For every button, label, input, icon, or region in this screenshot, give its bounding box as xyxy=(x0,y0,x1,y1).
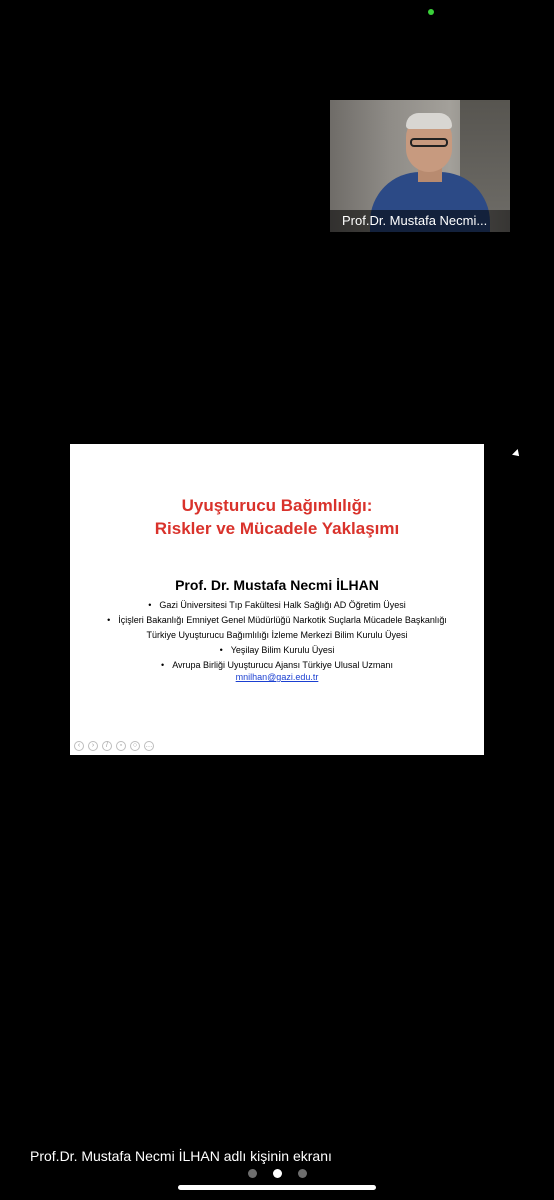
slide-toolbar xyxy=(74,741,154,751)
home-indicator[interactable] xyxy=(178,1185,376,1190)
page-dot[interactable] xyxy=(248,1169,257,1178)
slide-email-link[interactable]: mnilhan@gazi.edu.tr xyxy=(235,672,319,682)
affiliation-text: Avrupa Birliği Uyuşturucu Ajansı Türkiye Ulusal Uzmanı xyxy=(172,660,393,670)
page-dot[interactable] xyxy=(298,1169,307,1178)
participant-video-tile[interactable] xyxy=(330,100,510,232)
forward-icon[interactable]: › xyxy=(88,741,98,751)
affiliation-item xyxy=(70,613,484,628)
slide-author: Prof. Dr. Mustafa Necmi İLHAN xyxy=(175,577,379,593)
page-indicator[interactable] xyxy=(0,1169,554,1178)
back-icon[interactable]: ‹ xyxy=(74,741,84,751)
shared-screen-slide[interactable] xyxy=(70,444,484,755)
affiliation-text: Türkiye Uyuşturucu Bağımlılığı İzleme Merkezi Bilim Kurulu Üyesi xyxy=(146,630,408,640)
affiliation-item xyxy=(70,658,484,673)
slide-title xyxy=(70,494,484,540)
affiliation-text: Yeşilay Bilim Kurulu Üyesi xyxy=(230,645,335,655)
participant-name-label: Prof.Dr. Mustafa Necmi... xyxy=(330,210,510,232)
bullet: • xyxy=(148,600,152,610)
participant-hair xyxy=(406,113,452,129)
slide-title-line-1: Uyuşturucu Bağımlılığı: xyxy=(181,496,373,515)
bullet: • xyxy=(161,660,165,670)
more-icon[interactable]: … xyxy=(145,742,153,749)
slide-affiliation-list xyxy=(70,598,484,673)
camera-active-indicator xyxy=(428,9,434,15)
affiliation-text: Gazi Üniversitesi Tıp Fakültesi Halk Sağlığı AD Öğretim Üyesi xyxy=(159,600,406,610)
zoom-icon[interactable]: ○ xyxy=(130,741,140,751)
slides-icon[interactable]: ▫ xyxy=(116,741,126,751)
affiliation-item xyxy=(70,598,484,613)
mouse-pointer-icon xyxy=(512,449,522,459)
slide-title-line-2: Riskler ve Mücadele Yaklaşımı xyxy=(154,519,400,538)
affiliation-item xyxy=(70,628,484,643)
shared-screen-caption: Prof.Dr. Mustafa Necmi İLHAN adlı kişinin ekranı xyxy=(30,1148,332,1164)
bullet: • xyxy=(219,645,223,655)
affiliation-item xyxy=(70,643,484,658)
pen-icon[interactable]: / xyxy=(102,741,112,751)
page-dot-active[interactable] xyxy=(273,1169,282,1178)
affiliation-text: İçişleri Bakanlığı Emniyet Genel Müdürlüğü Narkotik Suçlarla Mücadele Başkanlığı xyxy=(118,615,447,625)
bullet: • xyxy=(107,615,111,625)
participant-glasses xyxy=(410,138,448,147)
